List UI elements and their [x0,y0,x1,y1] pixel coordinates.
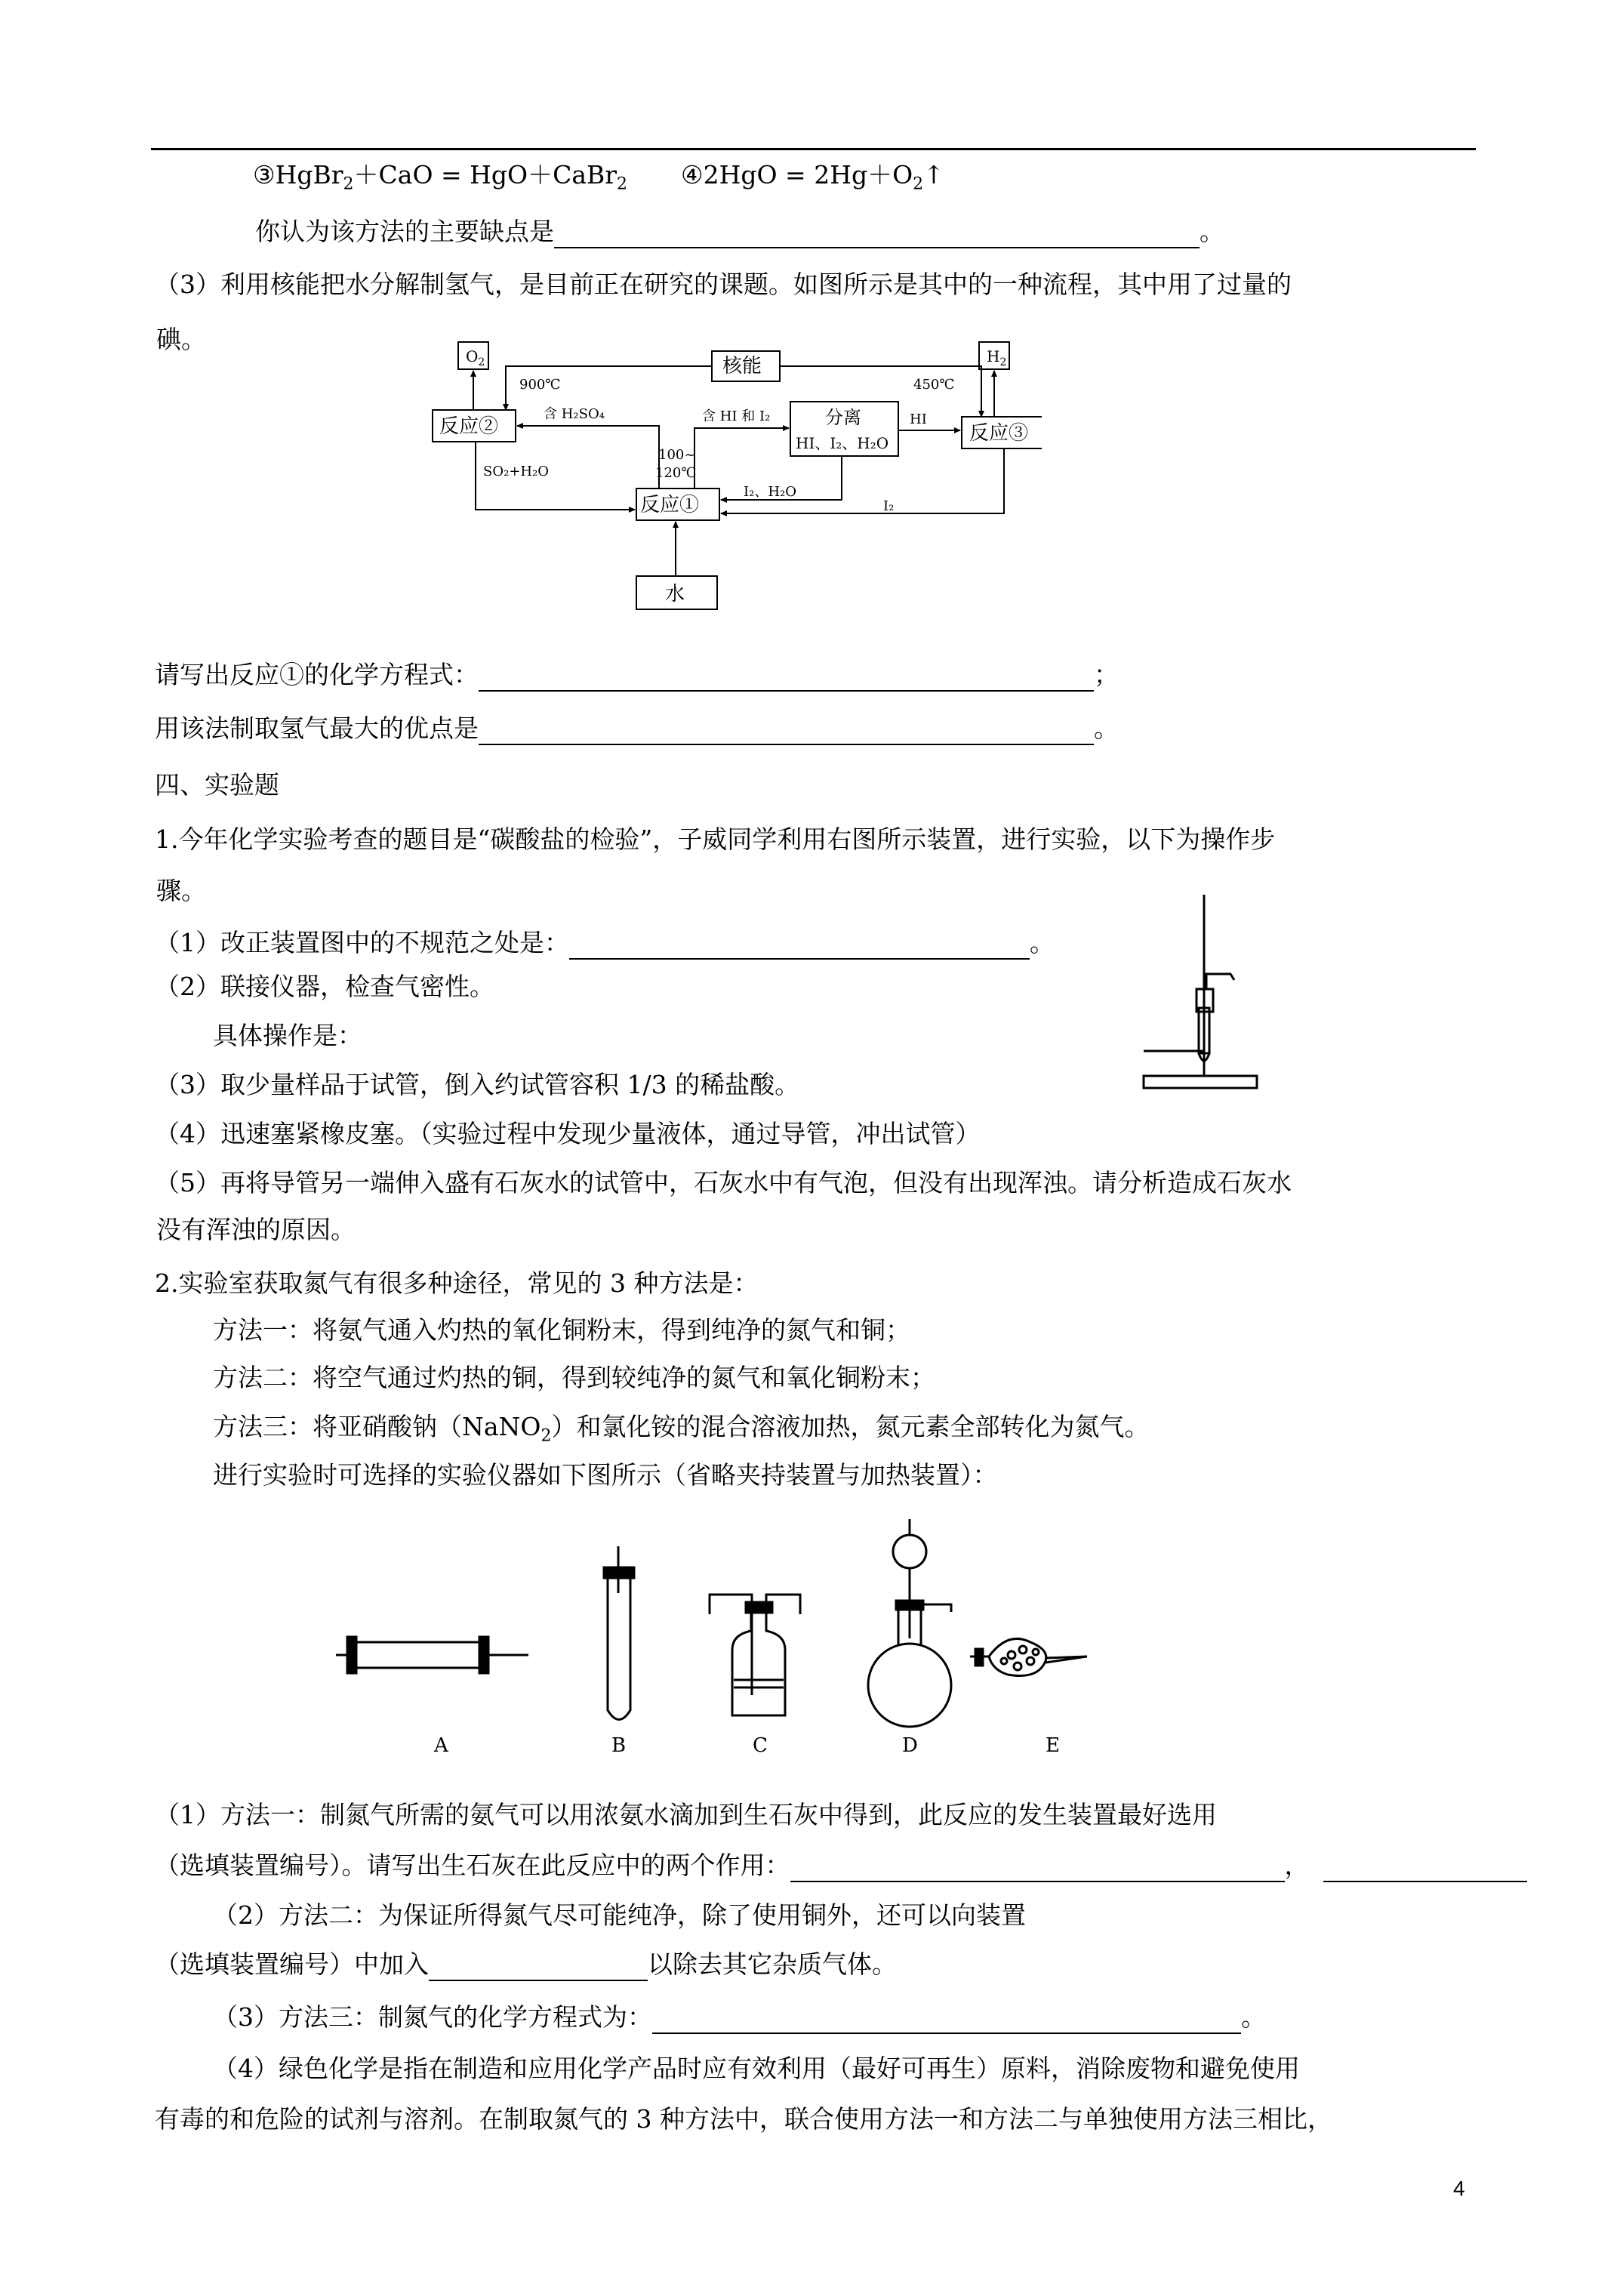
temp-120: 120℃ [655,465,697,481]
stand-apparatus-figure [1132,891,1268,1095]
reaction1-label: 反应① [640,494,700,516]
exp1-step1: （1）改正装置图中的不规范之处是： 。 [155,926,1055,960]
equation-3: ③HgBr$_2$＋CaO = HgO＋CaBr$_2$ [253,160,628,194]
exp1-step2: （2）联接仪器，检查气密性。 [155,972,494,1001]
label-b: B [611,1734,627,1757]
apparatus-d [868,1519,951,1727]
answer-blank[interactable] [479,663,1094,692]
apparatus-figure [325,1510,1193,1767]
exp2-q4: （4）绿色化学是指在制造和应用化学产品时应有效利用（最好可再生）原料，消除废物和避免使用 [213,2054,1300,2083]
i2-h2o-label: I₂、H₂O [744,484,796,500]
reaction3-label: 反应③ [969,422,1029,445]
exp1-intro: 1.今年化学实验考查的题目是“碳酸盐的检验”，子威同学利用右图所示装置，进行实验，以下为操作步 [155,824,1276,854]
apparatus-c [710,1595,800,1715]
exp2-q4-cont: 有毒的和危险的试剂与溶剂。在制取氮气的 3 种方法中，联合使用方法一和方法二与单独使用方法三相比， [155,2104,1332,2134]
answer-blank[interactable] [429,1952,648,1981]
equation-line [253,159,944,202]
apparatus-a [336,1637,528,1673]
hi-label: HI [910,411,927,427]
exp2-method3: 方法三：将亚硝酸钠（NaNO$_2$）和氯化铵的混合溶液加热，氮元素全部转化为氮气。 [213,1412,1150,1446]
exp1-step3: （3）取少量样品于试管，倒入约试管容积 1/3 的稀盐酸。 [155,1070,800,1099]
i2-label: I₂ [883,498,895,514]
exp2-method2: 方法二：将空气通过灼热的铜，得到较纯净的氮气和氧化铜粉末； [213,1363,935,1392]
reaction2-label: 反应② [439,415,499,438]
label-c: C [753,1734,768,1757]
apparatus-b [604,1546,634,1720]
o2-label: $O_2$ [466,347,485,368]
exp1-intro-cont: 骤。 [156,876,206,905]
hi-i2-label: 含 HI 和 I₂ [702,408,771,424]
label-d: D [902,1734,918,1757]
answer-blank[interactable] [554,220,1200,248]
exp1-step4: （4）迅速塞紧橡皮塞。（实验过程中发现少量液体，通过导管，冲出试管） [155,1119,981,1148]
temp-450: 450℃ [913,377,955,393]
header-rule [151,148,1476,150]
exp2-q1: （1）方法一：制氮气所需的氨气可以用浓氨水滴加到生石灰中得到，此反应的发生装置最好选用 [155,1800,1217,1829]
question-drawback: 你认为该方法的主要缺点是 。 [255,215,1224,248]
part3-text-cont: 碘。 [156,325,206,354]
hydrogen-flow-diagram [423,332,1042,619]
label-a: A [434,1734,448,1757]
label-e: E [1046,1734,1060,1757]
answer-blank[interactable] [569,931,1030,960]
answer-blank[interactable] [1323,1854,1527,1882]
exp2-intro: 2.实验室获取氮气有很多种途径，常见的 3 种方法是： [155,1268,759,1298]
equation-4: ④2HgO = $2Hg+O_2↑$ [681,160,944,194]
exp2-q1-cont: （选填装置编号）。请写出生石灰在此反应中的两个作用： ， [155,1849,1527,1882]
question-advantage: 用该法制取氢气最大的优点是 。 [155,712,1119,745]
exp1-step2b: 具体操作是： [213,1021,362,1050]
section-heading: 四、实验题 [155,770,279,800]
h2-label: $H_2$ [987,347,1007,368]
exp1-step5: （5）再将导管另一端伸入盛有石灰水的试管中，石灰水中有气泡，但没有出现浑浊。请分析造成石灰水 [155,1168,1292,1197]
part3-text: （3）利用核能把水分解制氢气，是目前正在研究的课题。如图所示是其中的一种流程，其中用了过量的 [155,270,1292,299]
separation-contents: HI、I₂、H₂O [796,434,889,452]
question-equation1: 请写出反应①的化学方程式： ； [155,658,1119,692]
exp2-method1: 方法一：将氨气通入灼热的氧化铜粉末，得到纯净的氮气和铜； [213,1315,910,1345]
apparatus-e [970,1638,1087,1675]
h2so4-label: 含 H₂SO₄ [544,406,605,422]
exp2-q3: （3）方法三：制氮气的化学方程式为： 。 [213,2001,1266,2034]
temp-900: 900℃ [519,377,561,393]
so2-label: SO₂+H₂O [483,464,550,479]
answer-blank[interactable] [479,717,1094,745]
separation-label: 分离 [825,407,861,428]
temp-100: 100~ [658,447,696,463]
nuclear-label: 核能 [722,355,762,378]
exp2-q2: （2）方法二：为保证所得氮气尽可能纯净，除了使用铜外，还可以向装置 [213,1900,1026,1930]
stand-base [1144,1076,1257,1088]
exp2-q2-cont: （选填装置编号）中加入 以除去其它杂质气体。 [155,1948,897,1981]
delivery-tube [1206,974,1234,989]
answer-blank[interactable] [652,2005,1241,2034]
water-label: 水 [665,583,685,606]
exp2-instruments-intro: 进行实验时可选择的实验仪器如下图所示（省略夹持装置与加热装置）： [213,1460,998,1490]
exp1-step5-cont: 没有浑浊的原因。 [156,1215,356,1244]
answer-blank[interactable] [790,1854,1285,1882]
page-number: 4 [1453,2177,1465,2200]
